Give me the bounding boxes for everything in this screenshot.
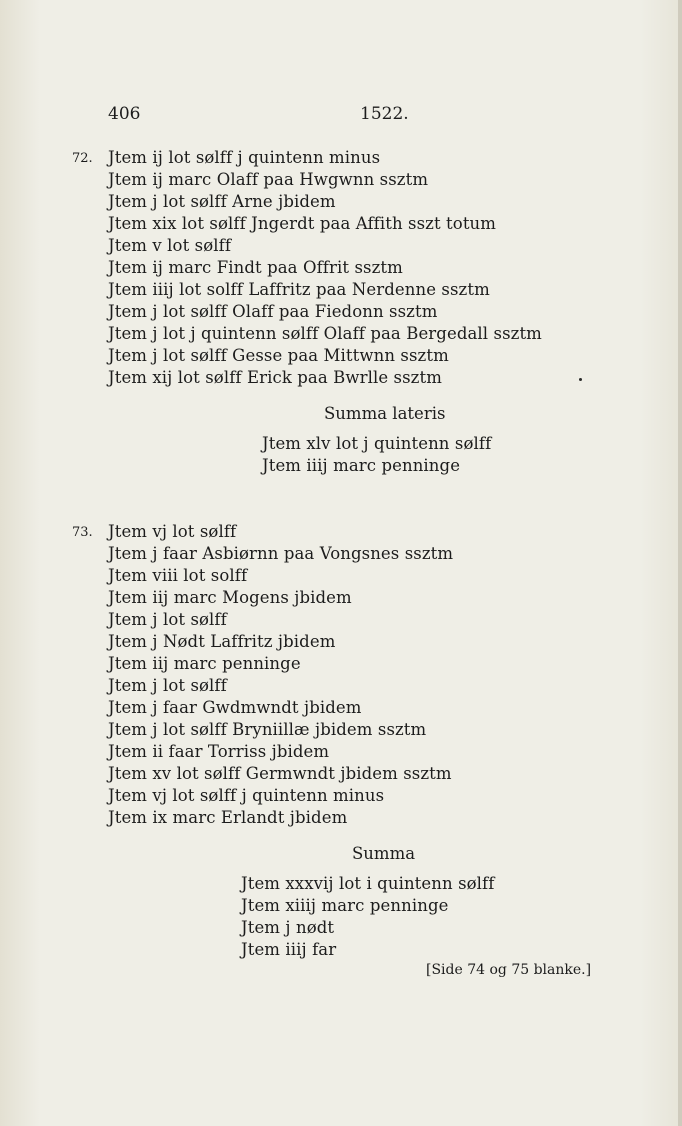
entry-line: Jtem j lot sølff Bryniillæ jbidem ssztm	[108, 720, 427, 739]
entry-line: Jtem xij lot sølff Erick paa Bwrlle ssztm	[108, 368, 442, 387]
entry-number: 73.	[72, 525, 93, 540]
entry-line: Jtem j lot sølff Olaff paa Fiedonn ssztm	[108, 302, 438, 321]
entry-line: Jtem viii lot solff	[108, 566, 248, 585]
entry-line: Jtem iiij lot solff Laffritz paa Nerdenne ssztm	[108, 280, 490, 299]
entry-line: Jtem xv lot sølff Germwndt jbidem ssztm	[108, 764, 452, 783]
page-number: 406	[108, 104, 141, 124]
entry-line: Jtem j faar Gwdmwndt jbidem	[108, 698, 362, 717]
entry-line: Jtem j lot sølff	[108, 610, 227, 629]
entry-line: Jtem iij marc Mogens jbidem	[108, 588, 352, 607]
entry-number: 72.	[72, 151, 93, 166]
summa-line: Jtem iiij far	[241, 940, 337, 959]
entry-line: Jtem j lot sølff Gesse paa Mittwnn ssztm	[108, 346, 449, 365]
entry-line: Jtem ij lot sølff j quintenn minus	[108, 148, 381, 167]
summa-line: Jtem xlv lot j quintenn sølff	[262, 434, 492, 453]
summa-line: Jtem iiij marc penninge	[262, 456, 461, 475]
year-heading: 1522.	[360, 104, 409, 124]
entry-line: Jtem j faar Asbiørnn paa Vongsnes ssztm	[108, 544, 454, 563]
entry-line: Jtem v lot sølff	[108, 236, 232, 255]
entry-line: Jtem iij marc penninge	[108, 654, 301, 673]
entry-line: Jtem j Nødt Laffritz jbidem	[108, 632, 336, 651]
summa-line: Jtem xxxvij lot i quintenn sølff	[241, 874, 495, 893]
page-edge	[678, 0, 682, 1126]
entry-line: Jtem ii faar Torriss jbidem	[108, 742, 330, 761]
entry-line: Jtem j lot sølff	[108, 676, 227, 695]
entry-line: Jtem ij marc Olaff paa Hwgwnn ssztm	[108, 170, 429, 189]
entry-line: Jtem vj lot sølff j quintenn minus	[108, 786, 385, 805]
summa-heading: Summa lateris	[324, 404, 446, 423]
entry-line: Jtem ij marc Findt paa Offrit ssztm	[108, 258, 403, 277]
summa-line: Jtem xiiij marc penninge	[241, 896, 449, 915]
summa-line: Jtem j nødt	[241, 918, 335, 937]
running-head	[108, 104, 408, 128]
entry-line: Jtem xix lot sølff Jngerdt paa Affith sszt totum	[108, 214, 497, 233]
entry-line: Jtem j lot sølff Arne jbidem	[108, 192, 336, 211]
entry-line: Jtem vj lot sølff	[108, 522, 237, 541]
ink-speck	[579, 378, 582, 381]
entry-line: Jtem ix marc Erlandt jbidem	[108, 808, 348, 827]
footer-note: [Side 74 og 75 blanke.]	[426, 962, 592, 978]
entry-line: Jtem j lot j quintenn sølff Olaff paa Bergedall ssztm	[108, 324, 542, 343]
summa-heading: Summa	[352, 844, 416, 863]
